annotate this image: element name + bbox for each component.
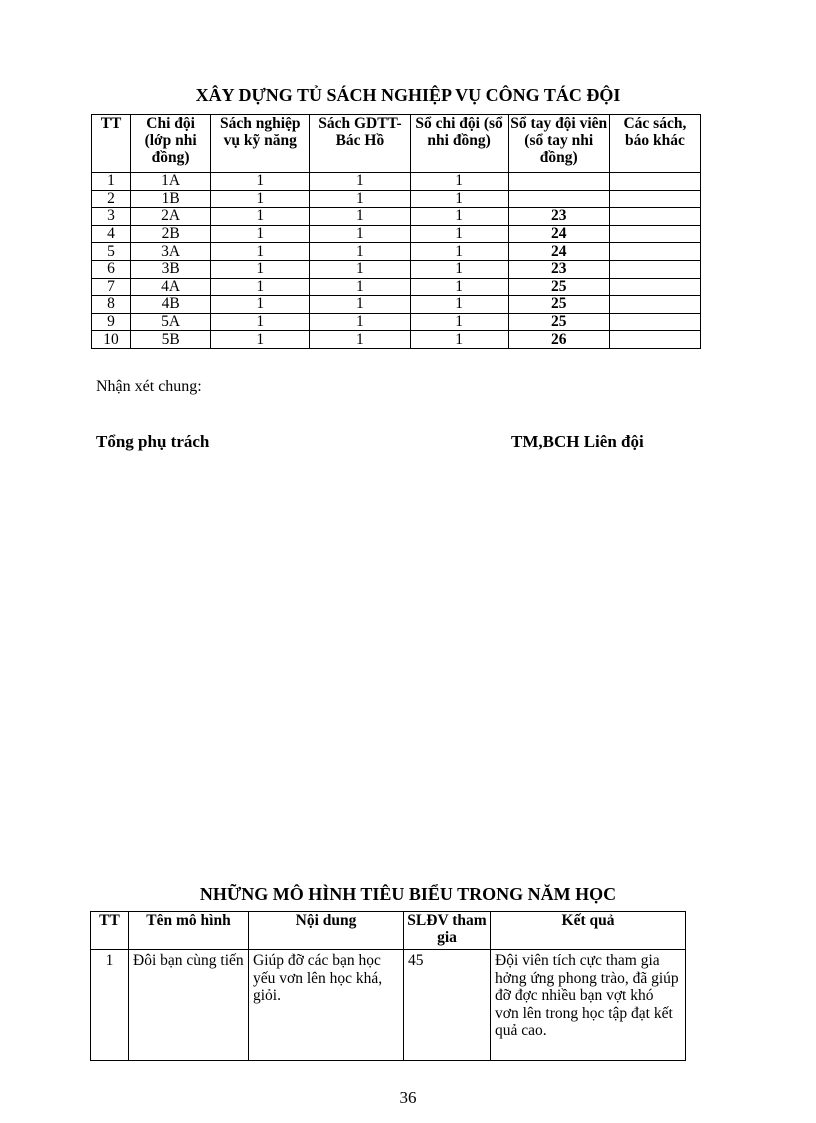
signature-right: TM,BCH Liên đội bbox=[511, 432, 644, 451]
cell: 1 bbox=[310, 190, 410, 208]
cell: 1 bbox=[211, 313, 310, 331]
cell: 8 bbox=[92, 296, 131, 314]
cell: 1 bbox=[211, 278, 310, 296]
cell: 1 bbox=[410, 208, 508, 226]
cell: 1 bbox=[211, 173, 310, 191]
cell: 3B bbox=[131, 260, 211, 278]
cell bbox=[609, 208, 700, 226]
cell bbox=[609, 243, 700, 261]
cell: 25 bbox=[508, 296, 609, 314]
cell: 2B bbox=[131, 225, 211, 243]
cell: 4A bbox=[131, 278, 211, 296]
cell bbox=[609, 296, 700, 314]
cell: 1 bbox=[211, 190, 310, 208]
cell bbox=[508, 173, 609, 191]
header-cell: Tên mô hình bbox=[129, 912, 249, 950]
cell: 1 bbox=[310, 331, 410, 349]
cell: 4 bbox=[92, 225, 131, 243]
cell: 1 bbox=[410, 278, 508, 296]
header-cell: Kết quả bbox=[491, 912, 686, 950]
cell: Đôi bạn cùng tiến bbox=[129, 950, 249, 1061]
table-header-row bbox=[91, 912, 686, 950]
table-row bbox=[91, 950, 686, 1061]
cell: 7 bbox=[92, 278, 131, 296]
cell bbox=[609, 225, 700, 243]
cell: 6 bbox=[92, 260, 131, 278]
cell: 1 bbox=[310, 173, 410, 191]
table-row bbox=[92, 190, 701, 208]
cell: 5 bbox=[92, 243, 131, 261]
cell: 1 bbox=[410, 190, 508, 208]
table-row bbox=[92, 331, 701, 349]
page-number: 36 bbox=[399, 1088, 417, 1107]
cell bbox=[609, 278, 700, 296]
header-cell: Sổ tay đội viên (sổ tay nhi đồng) bbox=[508, 115, 609, 173]
cell: 1 bbox=[310, 278, 410, 296]
table-row bbox=[92, 243, 701, 261]
cell: 25 bbox=[508, 278, 609, 296]
table-row bbox=[92, 225, 701, 243]
table-row bbox=[92, 208, 701, 226]
header-cell: Nội dung bbox=[249, 912, 404, 950]
cell: 1 bbox=[410, 243, 508, 261]
cell: 26 bbox=[508, 331, 609, 349]
cell: 9 bbox=[92, 313, 131, 331]
cell: 1B bbox=[131, 190, 211, 208]
table-header-row bbox=[92, 115, 701, 173]
header-cell: SLĐV tham gia bbox=[404, 912, 491, 950]
cell: 5A bbox=[131, 313, 211, 331]
section1-title: XÂY DỰNG TỦ SÁCH NGHIỆP VỤ CÔNG TÁC ĐỘI bbox=[195, 85, 621, 105]
signature-left: Tổng phụ trách bbox=[96, 432, 210, 451]
cell: 1 bbox=[211, 260, 310, 278]
cell: 3 bbox=[92, 208, 131, 226]
cell: 1 bbox=[410, 260, 508, 278]
cell: 10 bbox=[92, 331, 131, 349]
models-table bbox=[90, 911, 686, 1061]
cell bbox=[508, 190, 609, 208]
cell: 1 bbox=[410, 331, 508, 349]
general-comment-label: Nhận xét chung: bbox=[96, 378, 202, 395]
cell: 3A bbox=[131, 243, 211, 261]
cell bbox=[609, 173, 700, 191]
header-cell: Sổ chi đội (sổ nhi đồng) bbox=[410, 115, 508, 173]
cell: 1 bbox=[410, 313, 508, 331]
cell: 25 bbox=[508, 313, 609, 331]
cell: 1 bbox=[410, 173, 508, 191]
cell: 4B bbox=[131, 296, 211, 314]
cell: 1 bbox=[211, 331, 310, 349]
cell: 1A bbox=[131, 173, 211, 191]
cell: 2 bbox=[92, 190, 131, 208]
cell: 1 bbox=[211, 208, 310, 226]
cell: 23 bbox=[508, 260, 609, 278]
cell: 1 bbox=[91, 950, 129, 1061]
cell: 1 bbox=[310, 313, 410, 331]
cell: 1 bbox=[92, 173, 131, 191]
header-cell: Chi đội (lớp nhi đồng) bbox=[131, 115, 211, 173]
cell: Đội viên tích cực tham gia hởng ứng phong trào, đã giúp đỡ đợc nhiều bạn vợt khó vơn lên trong học tập đạt kết quả cao. bbox=[491, 950, 686, 1061]
table-row bbox=[92, 278, 701, 296]
bookshelf-table bbox=[91, 114, 701, 349]
cell: 23 bbox=[508, 208, 609, 226]
cell: 1 bbox=[211, 243, 310, 261]
cell: 1 bbox=[410, 225, 508, 243]
table-row bbox=[92, 173, 701, 191]
table-row bbox=[92, 313, 701, 331]
cell: 1 bbox=[211, 225, 310, 243]
cell: 1 bbox=[310, 260, 410, 278]
cell: 1 bbox=[310, 243, 410, 261]
cell: 1 bbox=[310, 225, 410, 243]
header-cell: Các sách, báo khác bbox=[609, 115, 700, 173]
cell: 1 bbox=[211, 296, 310, 314]
cell: 1 bbox=[310, 296, 410, 314]
header-cell: Sách nghiệp vụ kỹ năng bbox=[211, 115, 310, 173]
table-row bbox=[92, 296, 701, 314]
cell: Giúp đỡ các bạn học yếu vơn lên học khá, giỏi. bbox=[249, 950, 404, 1061]
header-cell: Sách GDTT- Bác Hồ bbox=[310, 115, 410, 173]
cell: 2A bbox=[131, 208, 211, 226]
cell bbox=[609, 331, 700, 349]
section2-title: NHỮNG MÔ HÌNH TIÊU BIỂU TRONG NĂM HỌC bbox=[199, 884, 617, 904]
cell: 5B bbox=[131, 331, 211, 349]
header-cell: TT bbox=[92, 115, 131, 173]
table-row bbox=[92, 260, 701, 278]
cell bbox=[609, 260, 700, 278]
cell bbox=[609, 313, 700, 331]
header-cell: TT bbox=[91, 912, 129, 950]
cell: 1 bbox=[410, 296, 508, 314]
cell: 1 bbox=[310, 208, 410, 226]
cell: 24 bbox=[508, 243, 609, 261]
cell: 45 bbox=[404, 950, 491, 1061]
cell: 24 bbox=[508, 225, 609, 243]
cell bbox=[609, 190, 700, 208]
